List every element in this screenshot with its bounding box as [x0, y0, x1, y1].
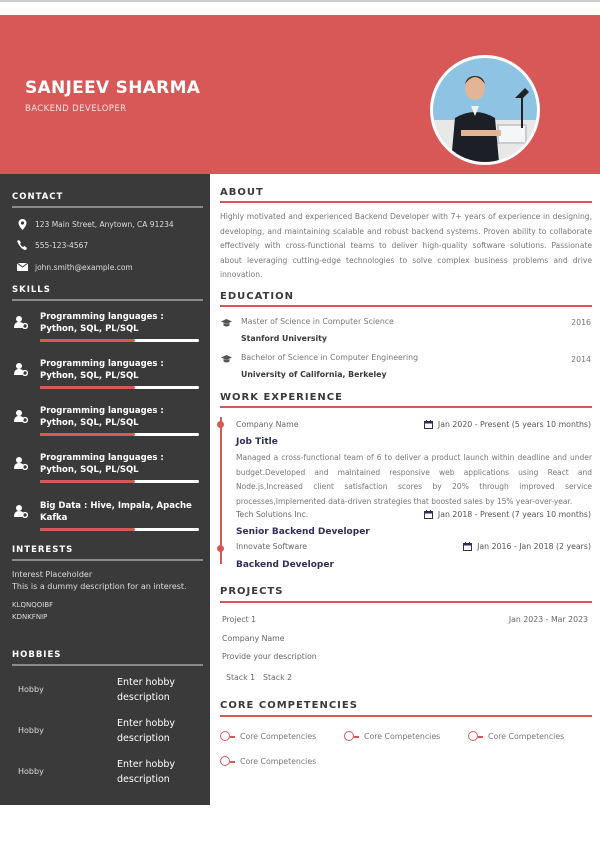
hobby-label: Hobby — [18, 726, 44, 735]
project-date: Jan 2023 - Mar 2023 — [508, 615, 588, 624]
competency-item — [344, 731, 440, 741]
interest-tag: KDNKFNIP — [12, 613, 48, 621]
interest-tag: KLQNQOIBF — [12, 601, 54, 609]
experience-job-title: Backend Developer — [236, 560, 334, 570]
contact-address-text: 123 Main Street, Anytown, CA 91234 — [35, 219, 174, 229]
competency-marker-icon — [220, 756, 230, 766]
project-stack-tag: Stack 1 — [226, 673, 256, 682]
skill-bar — [40, 339, 199, 342]
experience-date — [424, 420, 591, 429]
interest-title: Interest Placeholder — [12, 570, 93, 579]
location-pin-icon — [16, 218, 28, 230]
skill-bar — [40, 433, 199, 436]
competency-marker-icon — [344, 731, 354, 741]
hobbies-divider — [12, 664, 203, 666]
competency-item — [468, 731, 564, 741]
contact-email-text[interactable]: john.smith@example.com — [35, 262, 133, 272]
experience-company: Tech Solutions Inc. — [236, 510, 309, 519]
calendar-icon — [463, 542, 472, 551]
contact-divider — [12, 206, 203, 208]
person-gear-icon — [14, 456, 28, 470]
skill-label: Big Data : Hive, Impala, Apache Kafka — [40, 501, 192, 523]
contact-title: CONTACT — [12, 192, 64, 202]
skill-bar-fill — [40, 386, 135, 389]
hobby-label: Hobby — [18, 685, 44, 694]
project-company: Company Name — [222, 634, 285, 643]
skill-bar — [40, 480, 199, 483]
projects-title: PROJECTS — [220, 586, 284, 597]
experience-divider — [220, 406, 592, 408]
timeline-dot — [217, 421, 224, 428]
competency-marker-icon — [468, 731, 478, 741]
hobby-description: Enter hobby description — [117, 677, 176, 703]
interests-title: INTERESTS — [12, 545, 74, 555]
competency-label: Core Competencies — [364, 731, 441, 741]
experience-company: Innovate Software — [236, 542, 308, 551]
calendar-icon — [424, 420, 433, 429]
person-gear-icon — [14, 315, 28, 329]
project-name: Project 1 — [222, 615, 257, 624]
experience-description: Managed a cross-functional team of 6 to deliver a product launch within deadline and under budget.Developed and maintained responsive web applications using React and Node.js,Increased client satisfaction scores by 20% through improved service processes,Implemented data-driven strategies that boosted sales by 15% year-over-year. — [236, 453, 592, 506]
hobby-item — [12, 670, 204, 710]
education-school: Stanford University — [241, 334, 327, 343]
interest-description: This is a dummy description for an interest. — [12, 582, 187, 591]
about-title: ABOUT — [220, 187, 264, 198]
skill-bar-fill — [40, 528, 135, 531]
contact-address — [16, 218, 174, 230]
graduation-cap-icon — [221, 355, 232, 363]
skills-title: SKILLS — [12, 285, 51, 295]
skill-label: Programming languages : Python, SQL, PL/SQL — [40, 453, 164, 475]
experience-date-text: Jan 2020 - Present (5 years 10 months) — [437, 420, 591, 429]
experience-date — [424, 510, 591, 519]
graduation-cap-icon — [221, 319, 232, 327]
hobby-item — [12, 752, 204, 792]
skill-bar — [40, 386, 199, 389]
hobby-label: Hobby — [18, 767, 44, 776]
calendar-icon — [424, 510, 433, 519]
experience-date-text: Jan 2018 - Present (7 years 10 months) — [437, 510, 591, 519]
competencies-divider — [220, 715, 592, 717]
competency-label: Core Competencies — [488, 731, 565, 741]
competency-marker-icon — [220, 731, 230, 741]
hobby-item — [12, 711, 204, 751]
person-gear-icon — [14, 409, 28, 423]
education-year: 2016 — [571, 318, 591, 327]
candidate-name: SANJEEV SHARMA — [25, 78, 201, 98]
sidebar — [0, 174, 210, 805]
experience-job-title: Senior Backend Developer — [236, 527, 370, 537]
skill-bar — [40, 528, 199, 531]
interests-divider — [12, 559, 203, 561]
competency-item — [220, 756, 316, 766]
contact-phone — [16, 239, 88, 251]
education-divider — [220, 305, 592, 307]
competencies-title: CORE COMPETENCIES — [220, 700, 358, 711]
contact-phone-text[interactable]: 555-123-4567 — [35, 240, 89, 250]
person-gear-icon — [14, 504, 28, 518]
profile-photo — [430, 55, 540, 165]
education-year: 2014 — [571, 355, 591, 364]
phone-icon — [16, 239, 28, 251]
email-icon — [16, 261, 28, 273]
skill-bar-fill — [40, 433, 135, 436]
experience-job-title: Job Title — [236, 437, 278, 447]
timeline-dot — [217, 545, 224, 552]
contact-email — [16, 261, 133, 273]
candidate-role: BACKEND DEVELOPER — [25, 104, 127, 114]
project-description: Provide your description — [222, 652, 317, 661]
hobbies-title: HOBBIES — [12, 650, 62, 660]
hobby-description: Enter hobby description — [117, 759, 176, 785]
experience-company: Company Name — [236, 420, 299, 429]
about-text: Highly motivated and experienced Backend Developer with 7+ years of experience in designing, developing, and maintaining scalable and robust backend systems. Proven ability to collaborate effectively with cross-functional teams to deliver high-quality software solutions. Passionate about leveraging cutting-edge technologies to solve complex business problems and drive innovation. — [220, 212, 592, 280]
education-degree: Bachelor of Science in Computer Engineering — [241, 353, 419, 362]
education-title: EDUCATION — [220, 291, 294, 302]
hobby-description: Enter hobby description — [117, 718, 176, 744]
experience-date — [463, 542, 591, 551]
project-stack-tag: Stack 2 — [263, 673, 293, 682]
skills-divider — [12, 299, 203, 301]
skill-label: Programming languages : Python, SQL, PL/SQL — [40, 406, 164, 428]
experience-date-text: Jan 2016 - Jan 2018 (2 years) — [477, 542, 591, 551]
competency-label: Core Competencies — [240, 731, 317, 741]
top-border — [0, 0, 600, 2]
skill-bar-fill — [40, 339, 135, 342]
skill-label: Programming languages : Python, SQL, PL/SQL — [40, 312, 164, 334]
projects-divider — [220, 601, 592, 603]
experience-title: WORK EXPERIENCE — [220, 392, 343, 403]
competency-item — [220, 731, 316, 741]
experience-timeline — [220, 417, 222, 564]
about-divider — [220, 201, 592, 203]
education-school: University of California, Berkeley — [241, 370, 387, 379]
education-degree: Master of Science in Computer Science — [241, 317, 394, 326]
skill-label: Programming languages : Python, SQL, PL/SQL — [40, 359, 164, 381]
competency-label: Core Competencies — [240, 756, 317, 766]
skill-bar-fill — [40, 480, 135, 483]
resume-header — [0, 15, 600, 174]
person-gear-icon — [14, 362, 28, 376]
